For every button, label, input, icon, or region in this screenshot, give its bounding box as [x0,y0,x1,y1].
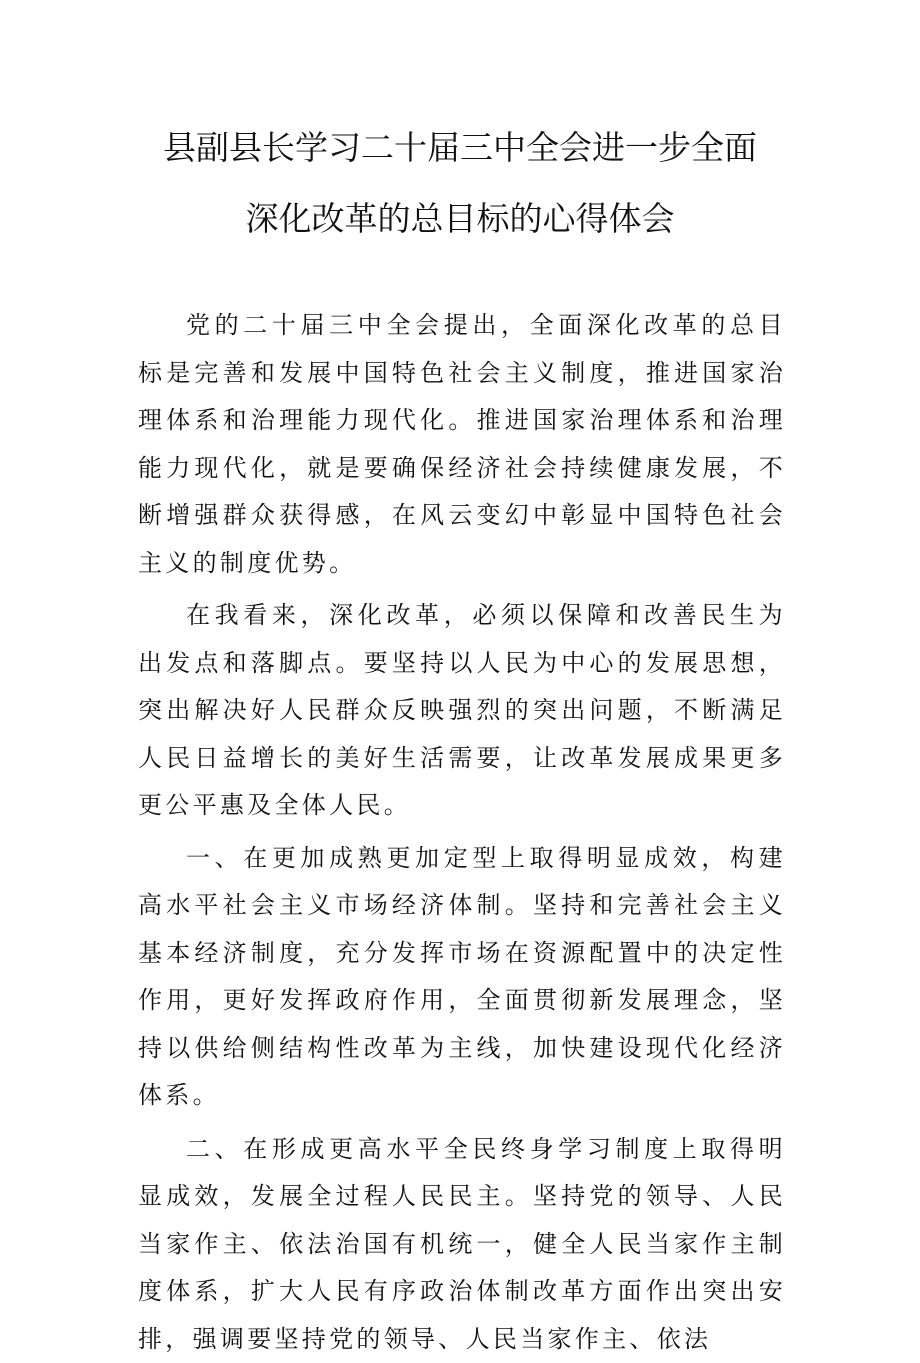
paragraph-3: 一、在更加成熟更加定型上取得明显成效，构建高水平社会主义市场经济体制。坚持和完善社会主义基本经济制度，充分发挥市场在资源配置中的决定性作用，更好发挥政府作用，全面贯彻新发展理念，坚持以供给侧结构性改革为主线，加快建设现代化经济体系。 [138,835,786,1120]
paragraph-2: 在我看来，深化改革，必须以保障和改善民生为出发点和落脚点。要坚持以人民为中心的发展思想，突出解决好人民群众反映强烈的突出问题，不断满足人民日益增长的美好生活需要，让改革发展成果更多更公平惠及全体人民。 [138,592,786,830]
document-title-line-1: 县副县长学习二十届三中全会进一步全面 [100,128,820,168]
paragraph-4: 二、在形成更高水平全民终身学习制度上取得明显成效，发展全过程人民民主。坚持党的领导、人民当家作主、依法治国有机统一，健全人民当家作主制度体系，扩大人民有序政治体制改革方面作出突出安排，强调要坚持党的领导、人民当家作主、依法 [138,1126,786,1363]
document-body [138,302,786,1363]
paragraph-1: 党的二十届三中全会提出，全面深化改革的总目标是完善和发展中国特色社会主义制度，推进国家治理体系和治理能力现代化。推进国家治理体系和治理能力现代化，就是要确保经济社会持续健康发展，不断增强群众获得感，在风云变幻中彰显中国特色社会主义的制度优势。 [138,302,786,587]
document-title-line-2: 深化改革的总目标的心得体会 [100,199,820,239]
